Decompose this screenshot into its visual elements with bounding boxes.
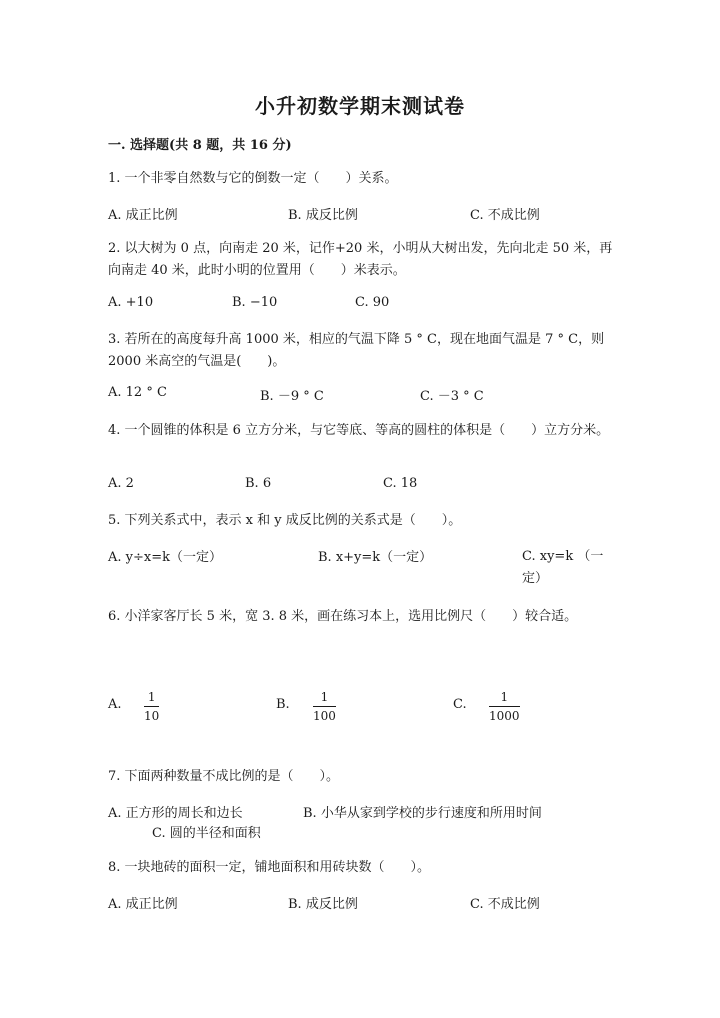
question-8-option-b: B. 成反比例 xyxy=(288,897,358,912)
fraction-numerator: 1 xyxy=(500,690,509,704)
question-6-option-a: A. xyxy=(108,697,122,712)
question-6-text: 6. 小洋家客厅长 5 米，宽 3. 8 米，画在练习本上，选用比例尺（ ）较合适。 xyxy=(108,609,578,624)
question-8-option-c: C. 不成比例 xyxy=(470,897,540,912)
question-2-option-c: C. 90 xyxy=(355,295,390,310)
question-7-option-c: C. 圆的半径和面积 xyxy=(152,826,261,841)
question-4-option-b: B. 6 xyxy=(245,476,272,491)
question-5-option-b: B. x+y=k（一定） xyxy=(318,550,433,565)
question-7-option-a: A. 正方形的周长和边长 xyxy=(108,806,243,821)
question-6-option-c: C. xyxy=(453,697,467,712)
question-1-option-a: A. 成正比例 xyxy=(108,208,178,223)
fraction-numerator: 1 xyxy=(147,690,156,704)
question-5-option-c: C. xy=k （一定） xyxy=(522,549,604,586)
fraction-numerator: 1 xyxy=(320,690,329,704)
question-8-text: 8. 一块地砖的面积一定，铺地面积和用砖块数（ ）。 xyxy=(108,860,431,875)
question-3-option-a: A. 12 ° C xyxy=(108,385,167,400)
question-4-option-a: A. 2 xyxy=(108,476,134,491)
question-4-text: 4. 一个圆锥的体积是 6 立方分米，与它等底、等高的圆柱的体积是（ ）立方分米。 xyxy=(108,423,610,438)
question-7-option-b: B. 小华从家到学校的步行速度和所用时间 xyxy=(303,806,542,821)
question-6-option-b: B. xyxy=(276,697,290,712)
question-3-text: 3. 若所在的高度每升高 1000 米，相应的气温下降 5 ° C，现在地面气温是 7 ° C，则 2000 米高空的气温是( )。 xyxy=(108,332,605,369)
fraction-1-100 xyxy=(313,690,336,723)
question-2-option-b: B. −10 xyxy=(232,295,278,310)
question-1-option-b: B. 成反比例 xyxy=(288,208,358,223)
question-3-option-c: C. －3 ° C xyxy=(420,389,484,404)
fraction-denominator: 10 xyxy=(144,709,160,723)
fraction-denominator: 100 xyxy=(313,709,336,723)
question-5-option-a: A. y÷x=k（一定） xyxy=(108,550,222,565)
fraction-1-10 xyxy=(144,690,159,723)
fraction-bar xyxy=(313,706,336,707)
question-7-text: 7. 下面两种数量不成比例的是（ ）。 xyxy=(108,769,340,784)
question-4-option-c: C. 18 xyxy=(383,476,418,491)
question-8-option-a: A. 成正比例 xyxy=(108,897,178,912)
question-1-text: 1. 一个非零自然数与它的倒数一定（ ）关系。 xyxy=(108,171,398,186)
fraction-bar xyxy=(144,706,159,707)
question-3-option-b: B. －9 ° C xyxy=(260,389,324,404)
fraction-denominator: 1000 xyxy=(489,709,520,723)
fraction-bar xyxy=(489,706,520,707)
question-2-option-a: A. +10 xyxy=(108,295,154,310)
fraction-1-1000 xyxy=(489,690,520,723)
question-5-text: 5. 下列关系式中，表示 x 和 y 成反比例的关系式是（ ）。 xyxy=(108,513,462,528)
section-heading: 一. 选择题(共 8 题，共 16 分) xyxy=(108,138,292,153)
page-title: 小升初数学期末测试卷 xyxy=(255,94,465,118)
question-1-option-c: C. 不成比例 xyxy=(470,208,540,223)
question-2-text: 2. 以大树为 0 点，向南走 20 米，记作+20 米，小明从大树出发，先向北走 50 米，再向南走 40 米，此时小明的位置用（ ）米表示。 xyxy=(108,241,613,278)
